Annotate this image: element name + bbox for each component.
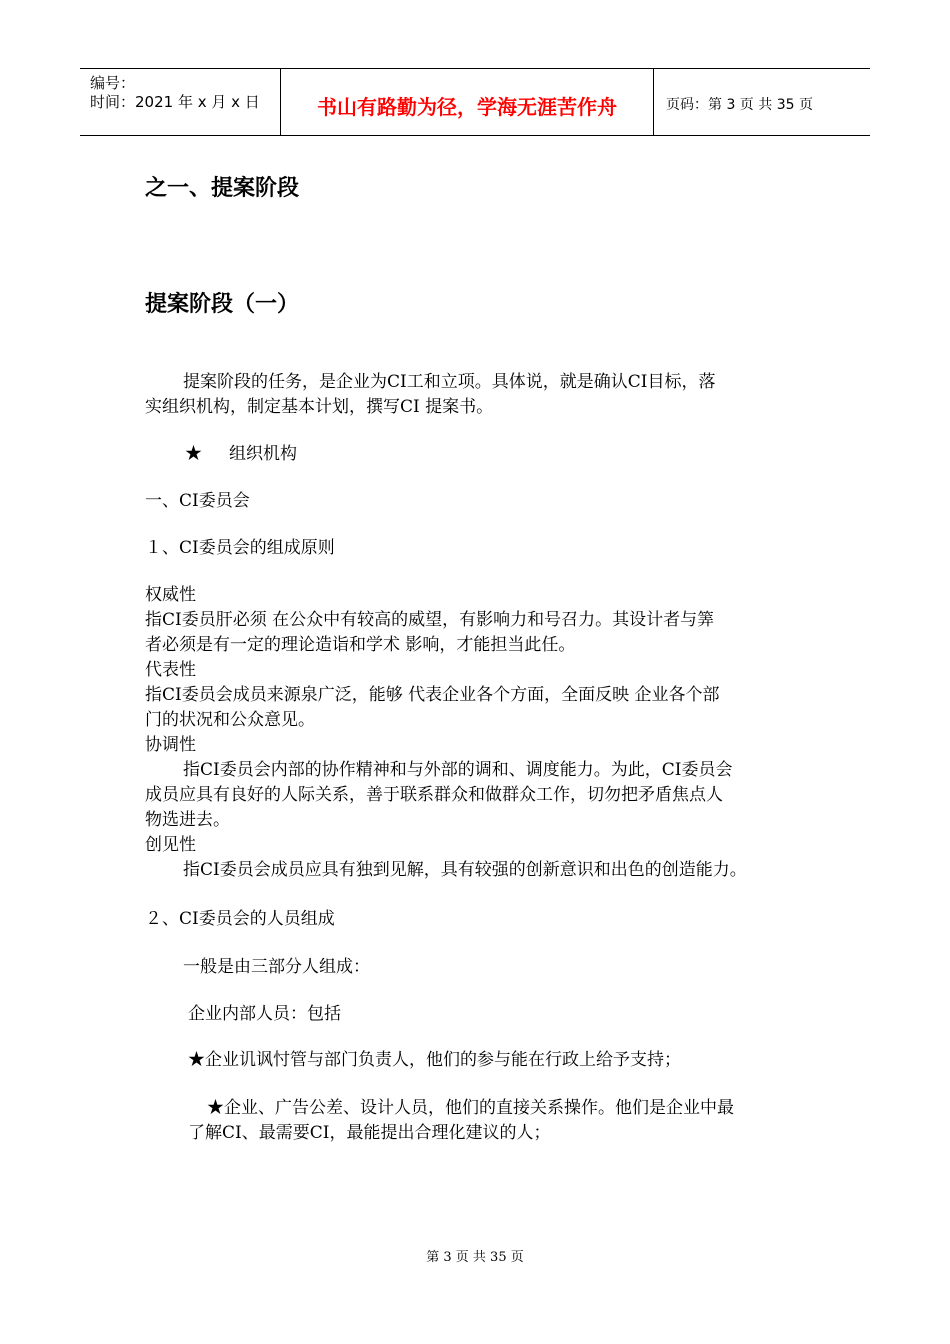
header-motto-cell [281, 69, 654, 135]
sub-2-heading: ２、CI委员会的人员组成 [145, 909, 335, 929]
intro-line-2: 实组织机构，制定基本计划，撰写CI 提案书。 [145, 397, 494, 417]
coordination-line-2: 成员应具有良好的人际关系，善于联系群众和做群众工作，切勿把矛盾焦点人 [145, 785, 723, 805]
subsection-title: 提案阶段（一） [145, 292, 300, 317]
coordination-line-1: 指CI委员会内部的协作精神和与外部的调和、调度能力。为此，CI委员会 [183, 760, 733, 780]
date-label: 时间：2021 年 x 月 x 日 [90, 93, 260, 111]
coordination-line-3: 物选进去。 [145, 810, 230, 830]
representative-line-1: 指CI委员会成员来源泉广泛，能够 代表企业各个方面，全面反映 企业各个部 [145, 685, 720, 705]
motto-text: 书山有路勤为径，学海无涯苦作舟 [317, 95, 617, 119]
bullet-1: ★企业讥讽忖管与部门负责人，他们的参与能在行政上给予支持； [188, 1050, 681, 1070]
page-footer: 第 3 页 共 35 页 [426, 1250, 524, 1265]
section-title: 之一、提案阶段 [145, 176, 300, 201]
star-heading: ★ 组织机构 [185, 444, 298, 464]
coordination-title: 协调性 [145, 735, 196, 755]
representative-title: 代表性 [145, 660, 196, 680]
bullet-2-line-2: 了解CI、最需要CI，最能提出合理化建议的人； [188, 1123, 551, 1143]
internal-staff: 企业内部人员：包括 [188, 1004, 341, 1024]
section-1-heading: 一、CI委员会 [145, 491, 250, 511]
header-meta-cell [80, 69, 281, 135]
authority-line-2: 者必须是有一定的理论造诣和学术 影响，才能担当此任。 [145, 635, 576, 655]
creativity-title: 创见性 [145, 835, 196, 855]
representative-line-2: 门的状况和公众意见。 [145, 710, 315, 730]
header-table [80, 68, 870, 136]
bullet-2-line-1: ★企业、广告公差、设计人员，他们的直接关系操作。他们是企业中最 [207, 1098, 734, 1118]
number-label: 编号： [90, 74, 136, 92]
sub-1-heading: １、CI委员会的组成原则 [145, 538, 335, 558]
creativity-line-1: 指CI委员会成员应具有独到见解，具有较强的创新意识和出色的创造能力。 [183, 860, 747, 880]
intro-line-1: 提案阶段的任务，是企业为CI工和立项。具体说，就是确认CI目标，落 [183, 372, 716, 392]
composition-intro: 一般是由三部分人组成： [183, 957, 370, 977]
header-page-cell [654, 69, 870, 135]
authority-title: 权威性 [145, 585, 196, 605]
page-code: 页码：第 3 页 共 35 页 [666, 97, 813, 113]
authority-line-1: 指CI委员肝必须 在公众中有较高的威望，有影响力和号召力。其设计者与筭 [145, 610, 715, 630]
